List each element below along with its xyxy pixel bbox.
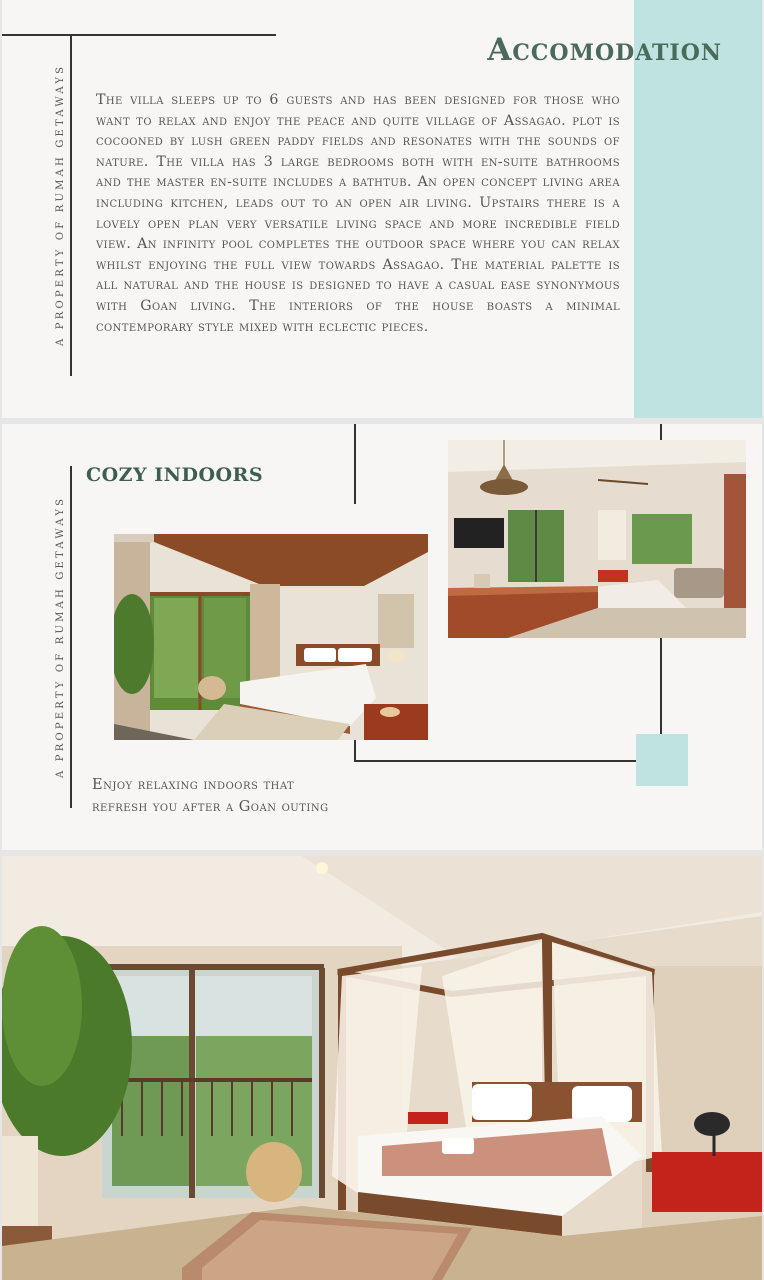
accommodation-description: The villa sleeps up to 6 guests and has been designed for those who want to relax and enjoy the peace and quite village of Assagao. plot is cocooned by lush green paddy fields and resonates with the sounds of nature. The villa has 3 large bedrooms both with en-suite bathrooms and the master en-suite includes a bathtub. An open concept living area including kitchen, leads out to an open air living. Upstairs there is a lovely open plan very versatile living space and more incredible field view. An infinity pool completes the outdoor space where you can relax whilst enjoying the full view towards Assagao. The material palette is all natural and the house is designed to have a casual ease synonymous with Goan living. The interiors of the house boasts a minimal contemporary style mixed with eclectic pieces. (96, 92, 620, 335)
cozy-indoors-slide (2, 424, 762, 850)
frame-line (660, 424, 662, 440)
divider-vertical (70, 34, 72, 376)
cozy-indoors-heading: COZY INDOORS (86, 464, 264, 486)
bedroom-photo (114, 534, 428, 740)
frame-line (354, 424, 356, 504)
canopy-bedroom-photo (2, 856, 762, 1280)
caption-line-2: refresh you after a Goan outing (92, 799, 329, 815)
divider-horizontal (2, 34, 276, 36)
property-side-label: A PROPERTY OF RUMAH GETAWAYS (55, 495, 66, 778)
caption-line-1: Enjoy relaxing indoors that (92, 777, 295, 793)
living-room-photo (448, 440, 746, 638)
cozy-indoors-caption (92, 774, 329, 818)
property-side-label: A PROPERTY OF RUMAH GETAWAYS (55, 63, 66, 346)
divider-vertical (70, 466, 72, 808)
accommodation-slide (2, 0, 762, 418)
accommodation-title: Accomodation (487, 32, 722, 68)
frame-line (354, 760, 662, 762)
accent-square (636, 734, 688, 786)
frame-line (354, 740, 356, 762)
